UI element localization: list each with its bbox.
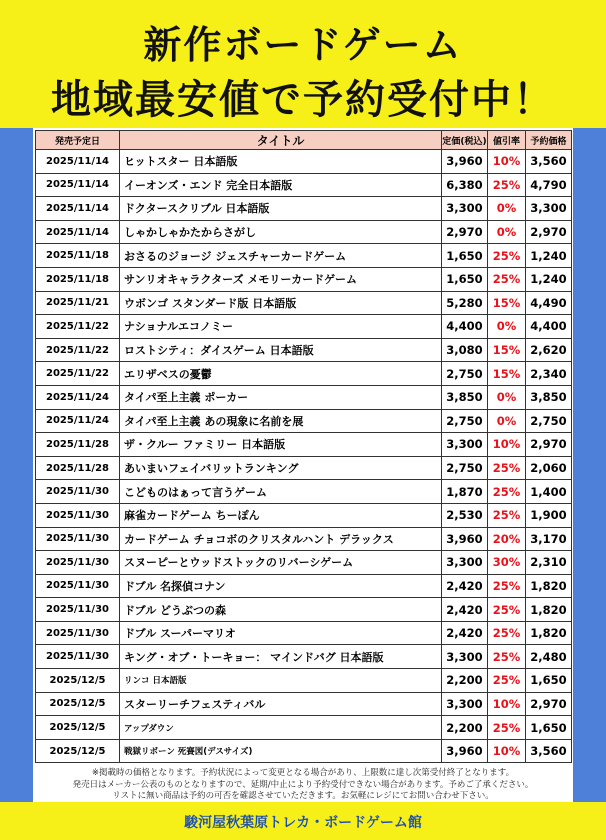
release-date-cell: 2025/11/14 (36, 173, 120, 197)
title-cell: スターリーチフェスティバル (120, 692, 442, 716)
reserve-price-cell: 2,480 (526, 645, 572, 669)
reserve-price-cell: 1,650 (526, 716, 572, 740)
title-cell: しゃかしゃかたからさがし (120, 220, 442, 244)
note-line: リストに無い商品は予約の可否を確認させていただきます。お気軽にレジにてお問い合わせ下さい。 (112, 791, 494, 801)
table-row (36, 433, 572, 457)
list-price-cell: 2,750 (442, 409, 488, 433)
title-cell: ドブル スーパーマリオ (120, 621, 442, 645)
discount-cell: 15% (488, 291, 526, 315)
discount-cell: 25% (488, 669, 526, 693)
table-row (36, 551, 572, 575)
list-price-cell: 3,300 (442, 692, 488, 716)
reserve-price-cell: 4,790 (526, 173, 572, 197)
release-date-cell: 2025/11/22 (36, 338, 120, 362)
discount-cell: 0% (488, 315, 526, 339)
release-date-cell: 2025/11/30 (36, 645, 120, 669)
column-header-reserve-price: 予約価格 (526, 131, 572, 150)
title-cell: リンコ 日本語版 (120, 669, 442, 693)
table-row (36, 197, 572, 221)
release-date-cell: 2025/11/14 (36, 197, 120, 221)
reserve-price-cell: 2,620 (526, 338, 572, 362)
list-price-cell: 2,750 (442, 362, 488, 386)
table-row (36, 598, 572, 622)
note-line: 発売日はメーカー公表のものとなりますので、延期/中止により予約受付できない場合があります。予めご了承ください。 (72, 779, 534, 790)
title-cell: ウボンゴ スタンダード版 日本語版 (120, 291, 442, 315)
reserve-price-cell: 3,560 (526, 739, 572, 763)
discount-cell: 0% (488, 385, 526, 409)
discount-cell: 25% (488, 173, 526, 197)
list-price-cell: 2,200 (442, 716, 488, 740)
discount-cell: 25% (488, 716, 526, 740)
discount-cell: 25% (488, 598, 526, 622)
reserve-price-cell: 4,400 (526, 315, 572, 339)
reserve-price-cell: 3,850 (526, 385, 572, 409)
discount-cell: 0% (488, 220, 526, 244)
reserve-price-cell: 1,400 (526, 480, 572, 504)
reserve-price-cell: 1,650 (526, 669, 572, 693)
title-cell: タイパ至上主義 あの現象に名前を展 (120, 409, 442, 433)
release-date-cell: 2025/11/30 (36, 503, 120, 527)
table-row (36, 267, 572, 291)
table-row (36, 669, 572, 693)
release-date-cell: 2025/12/5 (36, 739, 120, 763)
discount-cell: 25% (488, 621, 526, 645)
table-row (36, 480, 572, 504)
title-cell: ロストシティ：ダイスゲーム 日本語版 (120, 338, 442, 362)
preorder-table (35, 130, 572, 763)
table-row (36, 244, 572, 268)
title-cell: サンリオキャラクターズ メモリーカードゲーム (120, 267, 442, 291)
reserve-price-cell: 2,340 (526, 362, 572, 386)
reserve-price-cell: 2,970 (526, 692, 572, 716)
discount-cell: 25% (488, 267, 526, 291)
title-cell: 麻雀カードゲーム ちーぽん (120, 503, 442, 527)
table-row (36, 362, 572, 386)
table-row (36, 574, 572, 598)
discount-cell: 10% (488, 433, 526, 457)
reserve-price-cell: 3,560 (526, 150, 572, 174)
reserve-price-cell: 1,820 (526, 598, 572, 622)
reserve-price-cell: 1,240 (526, 267, 572, 291)
discount-cell: 25% (488, 480, 526, 504)
discount-cell: 25% (488, 456, 526, 480)
list-price-cell: 2,420 (442, 621, 488, 645)
column-header-discount: 値引率 (488, 131, 526, 150)
list-price-cell: 1,870 (442, 480, 488, 504)
title-cell: おさるのジョージ ジェスチャーカードゲーム (120, 244, 442, 268)
list-price-cell: 6,380 (442, 173, 488, 197)
table-row (36, 315, 572, 339)
release-date-cell: 2025/12/5 (36, 692, 120, 716)
title-cell: ドブル 名探偵コナン (120, 574, 442, 598)
reserve-price-cell: 2,970 (526, 220, 572, 244)
table-row (36, 739, 572, 763)
reserve-price-cell: 3,170 (526, 527, 572, 551)
release-date-cell: 2025/11/30 (36, 574, 120, 598)
discount-cell: 30% (488, 551, 526, 575)
list-price-cell: 2,420 (442, 598, 488, 622)
note-line: ※掲載時の価格となります。予約状況によって変更となる場合があり、上限数に達し次第受付終了となります。 (91, 768, 515, 778)
list-price-cell: 3,960 (442, 150, 488, 174)
reserve-price-cell: 1,900 (526, 503, 572, 527)
reserve-price-cell: 1,240 (526, 244, 572, 268)
list-price-cell: 2,530 (442, 503, 488, 527)
discount-cell: 25% (488, 645, 526, 669)
discount-cell: 10% (488, 692, 526, 716)
reserve-price-cell: 4,490 (526, 291, 572, 315)
release-date-cell: 2025/11/22 (36, 315, 120, 339)
title-cell: ドクタースクリブル 日本語版 (120, 197, 442, 221)
title-cell: ドブル どうぶつの森 (120, 598, 442, 622)
list-price-cell: 2,200 (442, 669, 488, 693)
discount-cell: 25% (488, 503, 526, 527)
title-cell: イーオンズ・エンド 完全日本語版 (120, 173, 442, 197)
release-date-cell: 2025/11/14 (36, 220, 120, 244)
discount-cell: 0% (488, 409, 526, 433)
list-price-cell: 3,300 (442, 197, 488, 221)
list-price-cell: 3,300 (442, 551, 488, 575)
discount-cell: 15% (488, 362, 526, 386)
list-price-cell: 3,300 (442, 433, 488, 457)
title-cell: キング・オブ・トーキョー： マインドバグ 日本語版 (120, 645, 442, 669)
list-price-cell: 3,300 (442, 645, 488, 669)
release-date-cell: 2025/11/21 (36, 291, 120, 315)
discount-cell: 10% (488, 739, 526, 763)
headline-line-2: 地域最安値で予約受付中！ (51, 77, 555, 123)
headline-line-1: 新作ボードゲーム (143, 23, 463, 67)
list-price-cell: 5,280 (442, 291, 488, 315)
table-row (36, 527, 572, 551)
list-price-cell: 2,970 (442, 220, 488, 244)
table-row (36, 291, 572, 315)
list-price-cell: 1,650 (442, 267, 488, 291)
list-price-cell: 3,850 (442, 385, 488, 409)
table-row (36, 338, 572, 362)
list-price-cell: 2,750 (442, 456, 488, 480)
release-date-cell: 2025/11/28 (36, 456, 120, 480)
list-price-cell: 3,960 (442, 739, 488, 763)
column-header-title: タイトル (120, 131, 442, 150)
list-price-cell: 4,400 (442, 315, 488, 339)
reserve-price-cell: 3,300 (526, 197, 572, 221)
release-date-cell: 2025/11/14 (36, 150, 120, 174)
release-date-cell: 2025/11/28 (36, 433, 120, 457)
title-cell: タイパ至上主義 ポーカー (120, 385, 442, 409)
reserve-price-cell: 2,970 (526, 433, 572, 457)
reserve-price-cell: 1,820 (526, 621, 572, 645)
list-price-cell: 3,080 (442, 338, 488, 362)
discount-cell: 20% (488, 527, 526, 551)
discount-cell: 25% (488, 244, 526, 268)
table-row (36, 503, 572, 527)
table-row (36, 409, 572, 433)
table-row (36, 173, 572, 197)
release-date-cell: 2025/11/30 (36, 480, 120, 504)
table-row (36, 692, 572, 716)
list-price-cell: 3,960 (442, 527, 488, 551)
column-header-list-price: 定価(税込) (442, 131, 488, 150)
release-date-cell: 2025/11/30 (36, 551, 120, 575)
reserve-price-cell: 1,820 (526, 574, 572, 598)
title-cell: ザ・クルー ファミリー 日本語版 (120, 433, 442, 457)
reserve-price-cell: 2,750 (526, 409, 572, 433)
store-name: 駿河屋秋葉原トレカ・ボードゲーム館 (184, 815, 422, 831)
discount-cell: 15% (488, 338, 526, 362)
table-row (36, 716, 572, 740)
list-price-cell: 1,650 (442, 244, 488, 268)
release-date-cell: 2025/11/24 (36, 385, 120, 409)
title-cell: ヒットスター 日本語版 (120, 150, 442, 174)
title-cell: こどものはぁって言うゲーム (120, 480, 442, 504)
discount-cell: 10% (488, 150, 526, 174)
title-cell: アップダウン (120, 716, 442, 740)
title-cell: カードゲーム チョコボのクリスタルハント デラックス (120, 527, 442, 551)
table-row (36, 220, 572, 244)
release-date-cell: 2025/11/18 (36, 244, 120, 268)
table-row (36, 621, 572, 645)
title-cell: あいまいフェイバリットランキング (120, 456, 442, 480)
release-date-cell: 2025/11/30 (36, 621, 120, 645)
reserve-price-cell: 2,310 (526, 551, 572, 575)
title-cell: スヌーピーとウッドストックのリバーシゲーム (120, 551, 442, 575)
table-row (36, 456, 572, 480)
notes (33, 768, 573, 803)
release-date-cell: 2025/11/22 (36, 362, 120, 386)
discount-cell: 25% (488, 574, 526, 598)
release-date-cell: 2025/12/5 (36, 716, 120, 740)
discount-cell: 0% (488, 197, 526, 221)
table-row (36, 150, 572, 174)
table-row (36, 385, 572, 409)
release-date-cell: 2025/11/24 (36, 409, 120, 433)
release-date-cell: 2025/12/5 (36, 669, 120, 693)
column-header-date: 発売予定日 (36, 131, 120, 150)
list-price-cell: 2,420 (442, 574, 488, 598)
release-date-cell: 2025/11/30 (36, 598, 120, 622)
table-row (36, 645, 572, 669)
release-date-cell: 2025/11/18 (36, 267, 120, 291)
release-date-cell: 2025/11/30 (36, 527, 120, 551)
reserve-price-cell: 2,060 (526, 456, 572, 480)
table-header-row (36, 131, 572, 150)
title-cell: エリザベスの憂鬱 (120, 362, 442, 386)
title-cell: 戦獄リボーン 死賽図(デスサイズ) (120, 739, 442, 763)
title-cell: ナショナルエコノミー (120, 315, 442, 339)
